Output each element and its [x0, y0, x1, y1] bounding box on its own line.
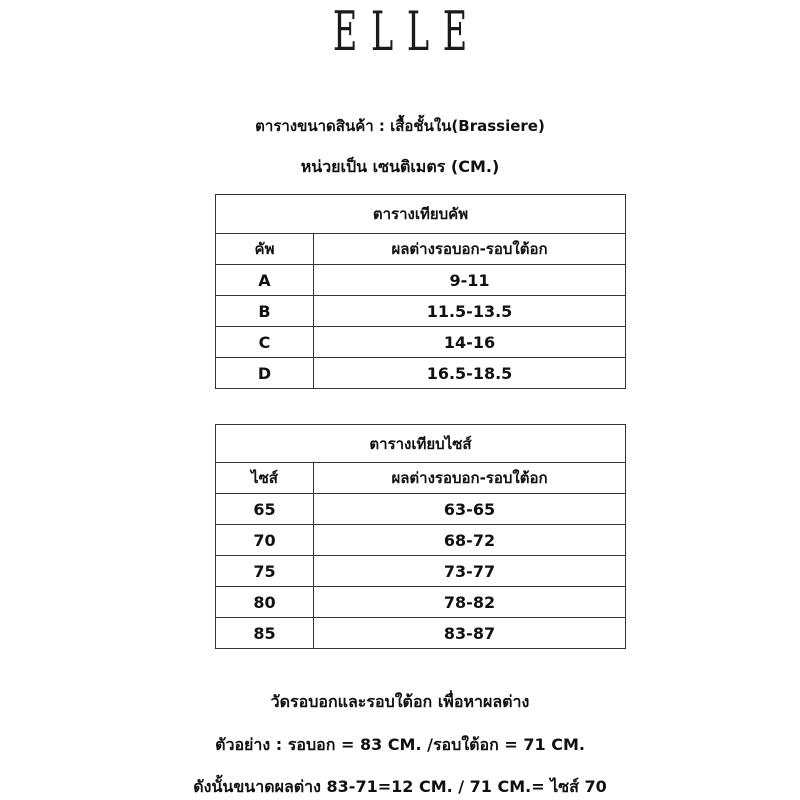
brand-logo: ELLE — [332, 0, 481, 63]
cup-cell: D — [216, 358, 314, 389]
measurement-instruction: วัดรอบอกและรอบใต้อก เพื่อหาผลต่าง — [270, 692, 530, 711]
cup-cell: A — [216, 265, 314, 296]
table-row — [216, 358, 626, 389]
example-measurement: ตัวอย่าง : รอบอก = 83 CM. /รอบใต้อก = 71 CM. — [215, 735, 585, 754]
difference-cell: 9-11 — [314, 265, 626, 296]
unit-note: หน่วยเป็น เซนติเมตร (CM.) — [300, 157, 500, 176]
table-row — [216, 265, 626, 296]
table-row — [216, 618, 626, 649]
difference-column-header: ผลต่างรอบอก-รอบใต้อก — [314, 234, 626, 265]
table-row — [216, 494, 626, 525]
difference-cell: 63-65 — [314, 494, 626, 525]
size-cell: 70 — [216, 525, 314, 556]
size-cell: 65 — [216, 494, 314, 525]
size-chart-title: ตารางขนาดสินค้า : เสื้อชั้นใน(Brassiere) — [255, 117, 545, 135]
difference-cell: 68-72 — [314, 525, 626, 556]
table-row — [216, 296, 626, 327]
table-row — [216, 587, 626, 618]
size-cell: 85 — [216, 618, 314, 649]
difference-column-header: ผลต่างรอบอก-รอบใต้อก — [314, 463, 626, 494]
size-cell: 75 — [216, 556, 314, 587]
difference-cell: 11.5-13.5 — [314, 296, 626, 327]
difference-cell: 78-82 — [314, 587, 626, 618]
size-comparison-table — [215, 424, 626, 649]
cup-table-caption: ตารางเทียบคัพ — [216, 195, 626, 234]
example-result: ดังนั้นขนาดผลต่าง 83-71=12 CM. / 71 CM.= ไซส์ 70 — [193, 777, 607, 796]
difference-cell: 14-16 — [314, 327, 626, 358]
difference-cell: 83-87 — [314, 618, 626, 649]
cup-column-header: คัพ — [216, 234, 314, 265]
table-row — [216, 525, 626, 556]
size-table-caption: ตารางเทียบไซส์ — [216, 425, 626, 463]
size-cell: 80 — [216, 587, 314, 618]
cup-comparison-table — [215, 194, 626, 389]
cup-cell: B — [216, 296, 314, 327]
difference-cell: 73-77 — [314, 556, 626, 587]
difference-cell: 16.5-18.5 — [314, 358, 626, 389]
table-row — [216, 556, 626, 587]
cup-cell: C — [216, 327, 314, 358]
size-column-header: ไซส์ — [216, 463, 314, 494]
table-row — [216, 327, 626, 358]
